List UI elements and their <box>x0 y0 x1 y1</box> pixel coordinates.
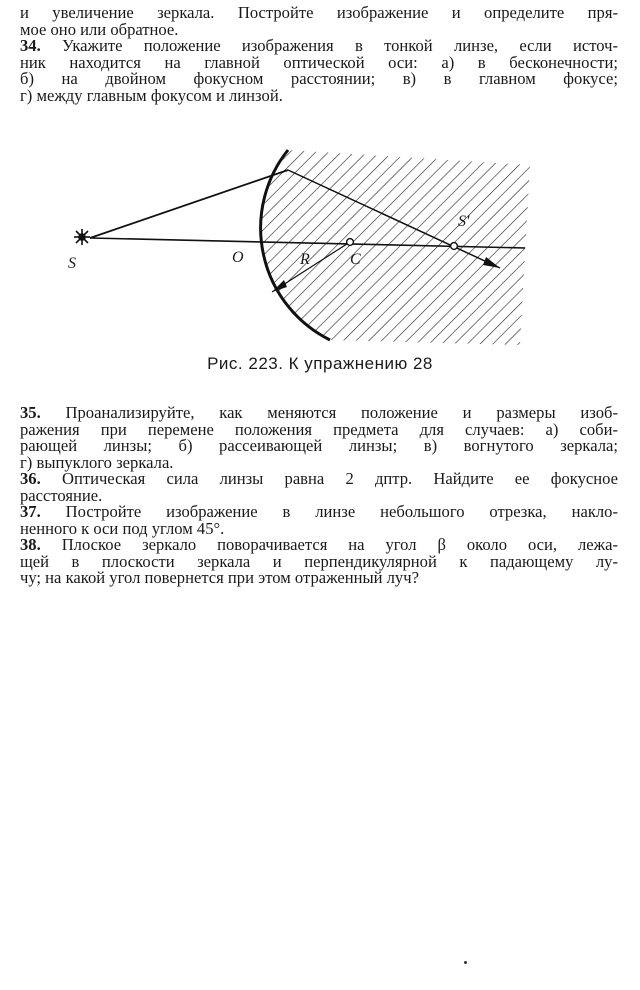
exercise-number: 37. <box>20 502 41 521</box>
text-line: Плоское зеркало поворачивается на угол β около оси, лежа- <box>61 535 618 554</box>
exercise-number: 38. <box>20 535 41 554</box>
text-line: б) на двойном фокусном расстоянии; в) в главном фокусе; <box>20 69 618 88</box>
text-line: г) между главным фокусом и линзой. <box>20 85 283 105</box>
text-line: щей в плоскости зеркала и перпендикулярной к падающему лу- <box>20 551 618 571</box>
label-S: S <box>68 255 76 272</box>
image-point <box>451 243 458 250</box>
exercise-number: 34. <box>20 36 41 55</box>
text-line: чу; на какой угол повернется при этом отраженный луч? <box>20 568 419 587</box>
text-line: Постройте изображение в линзе небольшого отрезка, накло- <box>65 502 618 521</box>
label-O: O <box>232 249 244 266</box>
light-source-icon <box>74 229 90 245</box>
text-line: Проанализируйте, как меняются положение и размеры изоб- <box>65 403 618 422</box>
text-line: мое оно или обратное. <box>20 19 179 39</box>
text-line: Укажите положение изображения в тонкой линзе, если источ- <box>62 36 618 55</box>
top-text-block <box>20 5 618 104</box>
exercise-36-line <box>20 471 618 488</box>
text-line: ник находится на главной оптической оси: а) в бесконечности; <box>20 52 618 72</box>
center-point <box>347 239 354 246</box>
figure-caption: Рис. 223. К упражнению 28 <box>207 354 433 373</box>
mirror-diagram <box>60 140 540 350</box>
exercise-number: 36. <box>20 469 41 488</box>
exercise-number: 35. <box>20 403 41 422</box>
label-R: R <box>300 251 310 268</box>
text-line: рающей линзы; б) рассеивающей линзы; в) вогнутого зеркала; <box>20 436 618 455</box>
label-S-prime: S′ <box>458 213 470 230</box>
text-line: ненного к оси под углом 45°. <box>20 518 225 538</box>
incident-ray <box>90 170 288 238</box>
exercises-35-38 <box>20 405 618 587</box>
label-C: C <box>350 251 361 268</box>
text-line: ражения при перемене положения предмета для случаев: а) соби- <box>20 419 618 439</box>
text-line: Оптическая сила линзы равна 2 дптр. Найдите ее фокусное <box>61 469 619 488</box>
text-line: г) выпуклого зеркала. <box>20 452 174 472</box>
text-line: и увеличение зеркала. Постройте изображение и определите пря- <box>20 3 618 22</box>
text-line: расстояние. <box>20 485 103 505</box>
page-speck <box>464 961 467 964</box>
